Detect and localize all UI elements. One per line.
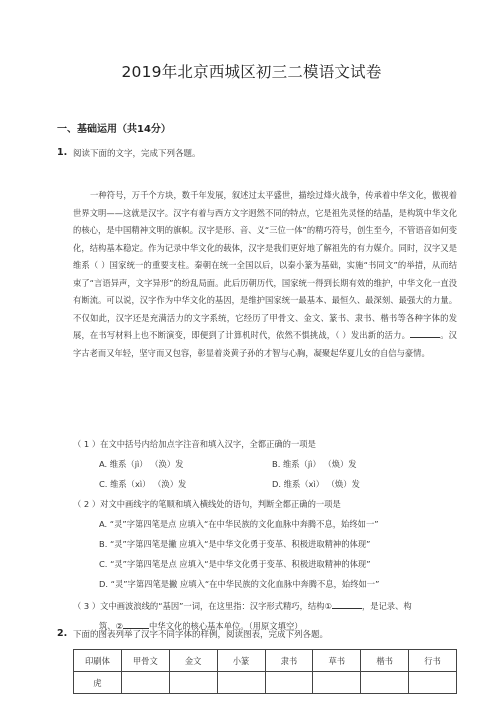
sub-question-3-text-b: ，是记录、构 <box>361 601 412 611</box>
table-cell <box>409 672 457 694</box>
sub-question-2-stem: （ 2 ）对文中画线字的笔顺和填入横线处的语句，判断全都正确的一项是 <box>73 499 341 509</box>
table-header-row <box>74 650 457 672</box>
sub-question-3-text-d: 中华文化的核心基本单位。（用原文填空） <box>149 621 303 631</box>
table-cell <box>361 672 409 694</box>
sub-question-3-stem <box>73 599 412 612</box>
sub-question-2-option-a: A. “灵”字第四笔是点 应填入“在中华民族的文化血脉中奔腾不息，始终如一” <box>99 519 379 529</box>
table-cell: 虎 <box>74 672 122 694</box>
script-styles-table <box>73 649 457 694</box>
exam-title: 2019年北京西城区初三二模语文试卷 <box>121 63 382 81</box>
table-header-cell: 印刷体 <box>74 650 122 672</box>
table-cell <box>265 672 313 694</box>
sub-question-1-option-d: D. 维系（xì） （焕）发 <box>272 479 360 489</box>
passage-blank <box>410 328 440 338</box>
passage-text-end: 。汉字古老而又年轻，坚守而又包容，彰显着炎黄子孙的才智与心胸，凝聚起华夏儿女的自信与豪情。 <box>73 330 457 358</box>
table-header-cell: 楷书 <box>361 650 409 672</box>
sub-question-1-option-a: A. 维系（jì） （涣）发 <box>99 459 184 469</box>
table-cell <box>313 672 361 694</box>
table-header-cell: 草书 <box>313 650 361 672</box>
sub-question-1-option-b: B. 维系（jì） （焕）发 <box>272 459 357 469</box>
sub-question-3-text-a: （ 3 ）文中画波浪线的“基因”一词，在这里指：汉字形式精巧，结构① <box>73 601 332 611</box>
passage-text: 一种符号，万千个方块，数千年发展，叙述过太平盛世，描绘过烽火战争，传承着中华文化，傲视着世界文明——这就是汉字。汉字有着与西方文字迥然不同的特点，它是祖先灵怪的结晶，是构筑中华文化的核心，是中国精神文明的旗帜。汉字是形、音、义“三位一体”的精巧符号，创生至今，不管语音如何变化，结构基本稳定。作为记录中华文化的载体，汉字是我们更好地了解祖先的有力媒介。同时，汉字又是维系（ ）国家统一的重要支柱。秦朝在统一全国以后，以秦小篆为基础，实施“书同文”的举措，从而结束了“言语异声，文字异形”的纷乱局面。此后历朝历代，国家统一得到长期有效的维护，中华文化一直没有断流。可以说，汉字作为中华文化的基因，是维护国家统一最基本、最恒久、最深刻、最强大的力量。不仅如此，汉字还是充满活力的文字系统，它经历了甲骨文、金文、篆书、隶书、楷书等各种字体的发展，在书写材料上也不断演变，即便到了计算机时代，依然不惧挑战，（ ）发出新的活力。 <box>73 190 457 341</box>
table-header-cell: 小篆 <box>217 650 265 672</box>
sub-question-1-stem: （ 1 ）在文中括号内给加点字注音和填入汉字，全都正确的一项是 <box>73 439 316 449</box>
question-1-instruction: 阅读下面的文字，完成下列各题。 <box>73 149 201 159</box>
question-2-number: 2. <box>57 628 68 639</box>
question-1-number: 1. <box>57 147 68 158</box>
section-heading: 一、基础运用（共14分） <box>57 124 171 135</box>
question-2-instruction: 下面的图表列举了汉字不同字体的样例，阅读图表，完成下列各题。 <box>73 630 329 640</box>
sub-question-2-option-d: D. “灵”字第四笔是撇 应填入“在中华民族的文化血脉中奔腾不息，始终如一” <box>99 579 380 589</box>
table-cell <box>217 672 265 694</box>
table-cell <box>121 672 169 694</box>
table-header-cell: 金文 <box>169 650 217 672</box>
sub-question-1-option-c: C. 维系（xì） （涣）发 <box>99 479 187 489</box>
sub-question-3-text-c: 筑、② <box>99 621 124 631</box>
table-cell <box>169 672 217 694</box>
table-header-cell: 隶书 <box>265 650 313 672</box>
table-row <box>74 672 457 694</box>
table-header-cell: 行书 <box>409 650 457 672</box>
sub-question-2-option-b: B. “灵”字第四笔是撇 应填入“是中华文化勇于变革、积极进取精神的体现” <box>99 539 371 549</box>
fill-blank-1 <box>332 599 362 609</box>
table-header-cell: 甲骨文 <box>121 650 169 672</box>
reading-passage <box>73 187 457 362</box>
sub-question-2-option-c: C. “灵”字第四笔是点 应填入“是中华文化勇于变革、积极进取精神的体现” <box>99 559 371 569</box>
